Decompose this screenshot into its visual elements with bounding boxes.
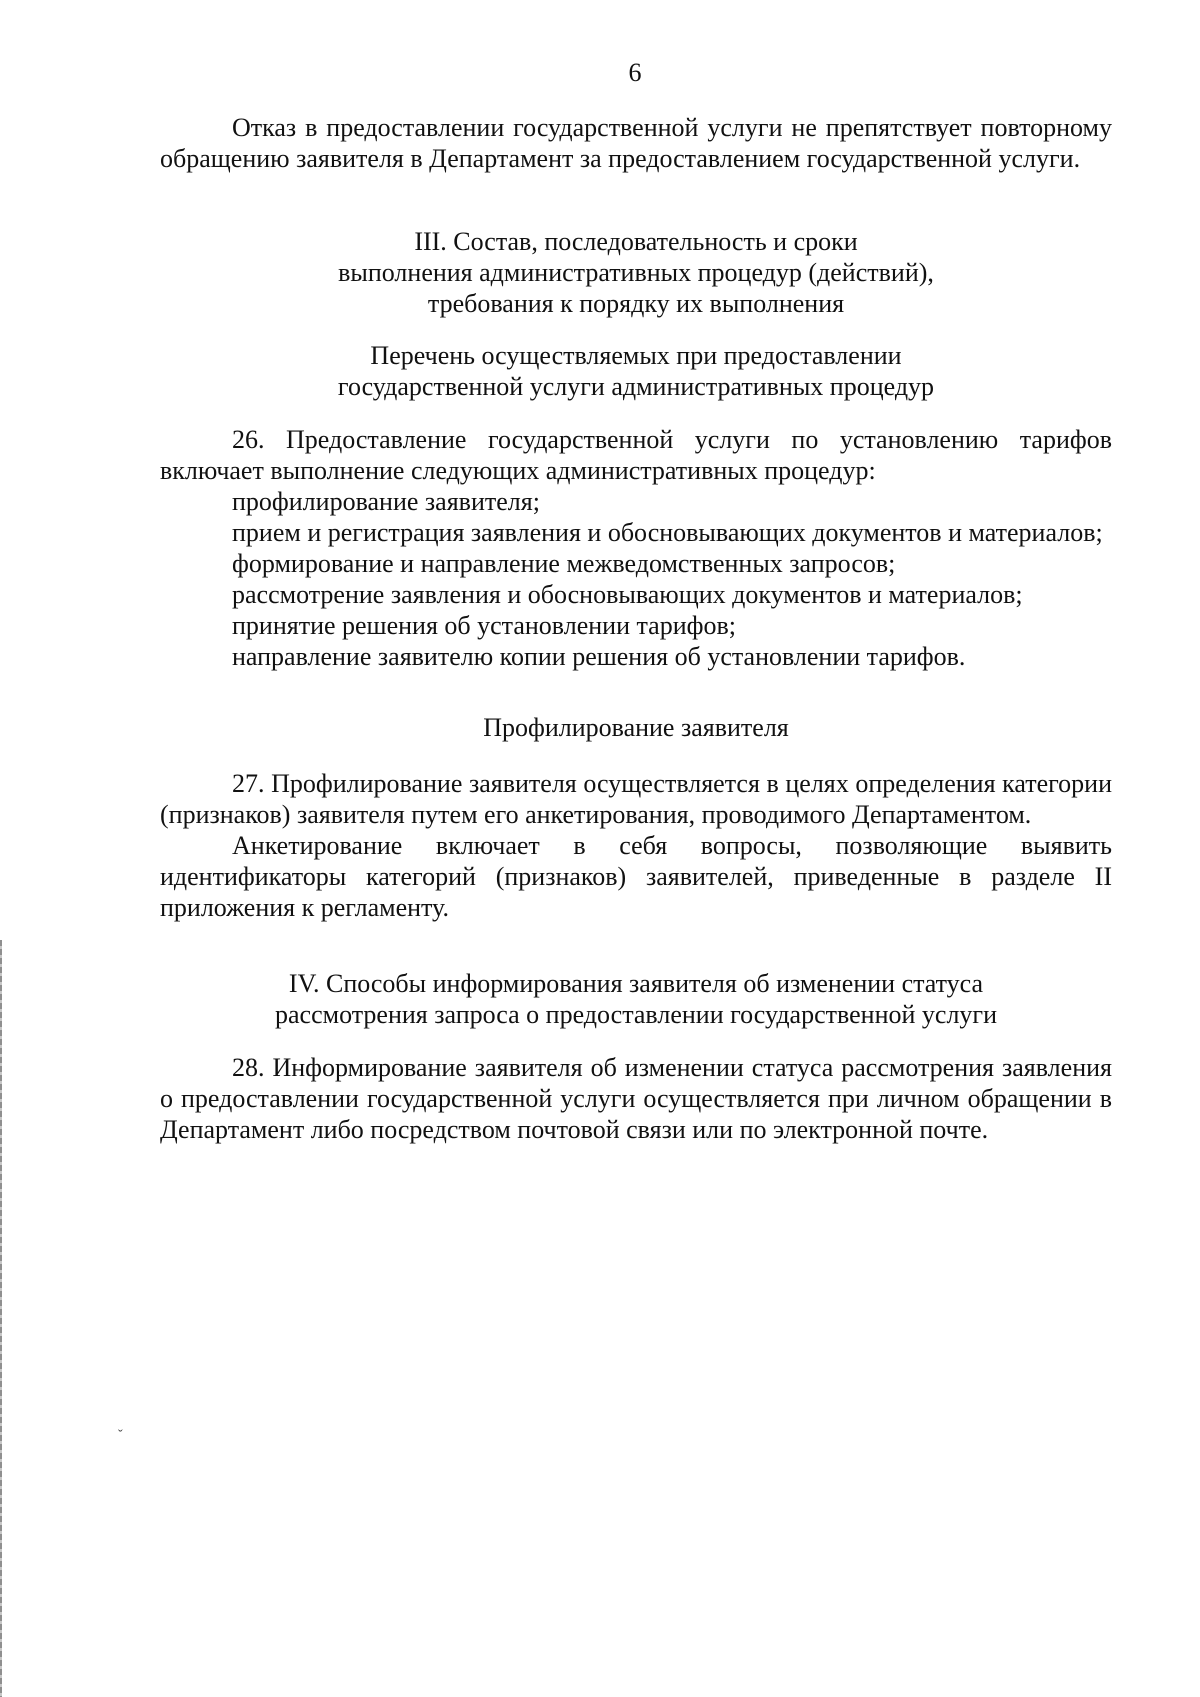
section-4-heading-line-2: рассмотрения запроса о предоставлении государственной услуги [275, 1000, 997, 1029]
section-3-heading-line-1: III. Состав, последовательность и сроки [414, 227, 858, 256]
paragraph-28: 28. Информирование заявителя об изменении статуса рассмотрения заявления о предоставлении государственной услуги осуществляется при личном обращении в Департамент либо посредством почтовой связи или по электронной почте. [160, 1053, 1112, 1144]
page-number: 6 [628, 58, 642, 87]
procedure-item: профилирование заявителя; [232, 487, 540, 516]
profiling-heading [160, 712, 1112, 743]
procedures-heading-line-1: Перечень осуществляемых при предоставлении [370, 341, 902, 370]
procedure-item: принятие решения об установлении тарифов; [232, 611, 736, 640]
section-4-heading [160, 968, 1112, 1030]
profiling-heading-line: Профилирование заявителя [483, 713, 789, 742]
procedures-heading-line-2: государственной услуги административных процедур [337, 372, 935, 401]
section-3-heading [160, 226, 1112, 319]
section-4-heading-line-1: IV. Способы информирования заявителя об изменении статуса [288, 969, 984, 998]
section-3-heading-line-2: выполнения административных процедур (действий), [338, 258, 934, 287]
paragraph-26-block [160, 424, 1112, 672]
procedure-item: формирование и направление межведомственных запросов; [232, 549, 896, 578]
paragraph-26: 26. Предоставление государственной услуги по установлению тарифов включает выполнение следующих административных процедур: [160, 425, 1112, 485]
paragraph-28-block [160, 1052, 1112, 1145]
scan-speck: ˇ [118, 1428, 123, 1443]
procedure-item: прием и регистрация заявления и обосновывающих документов и материалов; [232, 518, 1103, 547]
procedure-item: рассмотрение заявления и обосновывающих документов и материалов; [232, 580, 1023, 609]
procedures-heading [160, 340, 1112, 402]
scan-edge-line [0, 940, 2, 1697]
paragraph-27-block [160, 768, 1112, 923]
procedure-item: направление заявителю копии решения об установлении тарифов. [232, 642, 966, 671]
section-3-heading-line-3: требования к порядку их выполнения [427, 289, 845, 318]
paragraph-27-questionnaire: Анкетирование включает в себя вопросы, позволяющие выявить идентификаторы категорий (признаков) заявителей, приведенные в разделе II приложения к регламенту. [160, 831, 1112, 922]
intro-paragraph-block [160, 112, 1112, 174]
paragraph-27: 27. Профилирование заявителя осуществляется в целях определения категории (признаков) заявителя путем его анкетирования, проводимого Департаментом. [160, 769, 1112, 829]
intro-paragraph: Отказ в предоставлении государственной услуги не препятствует повторному обращению заявителя в Департамент за предоставлением государственной услуги. [160, 113, 1112, 173]
